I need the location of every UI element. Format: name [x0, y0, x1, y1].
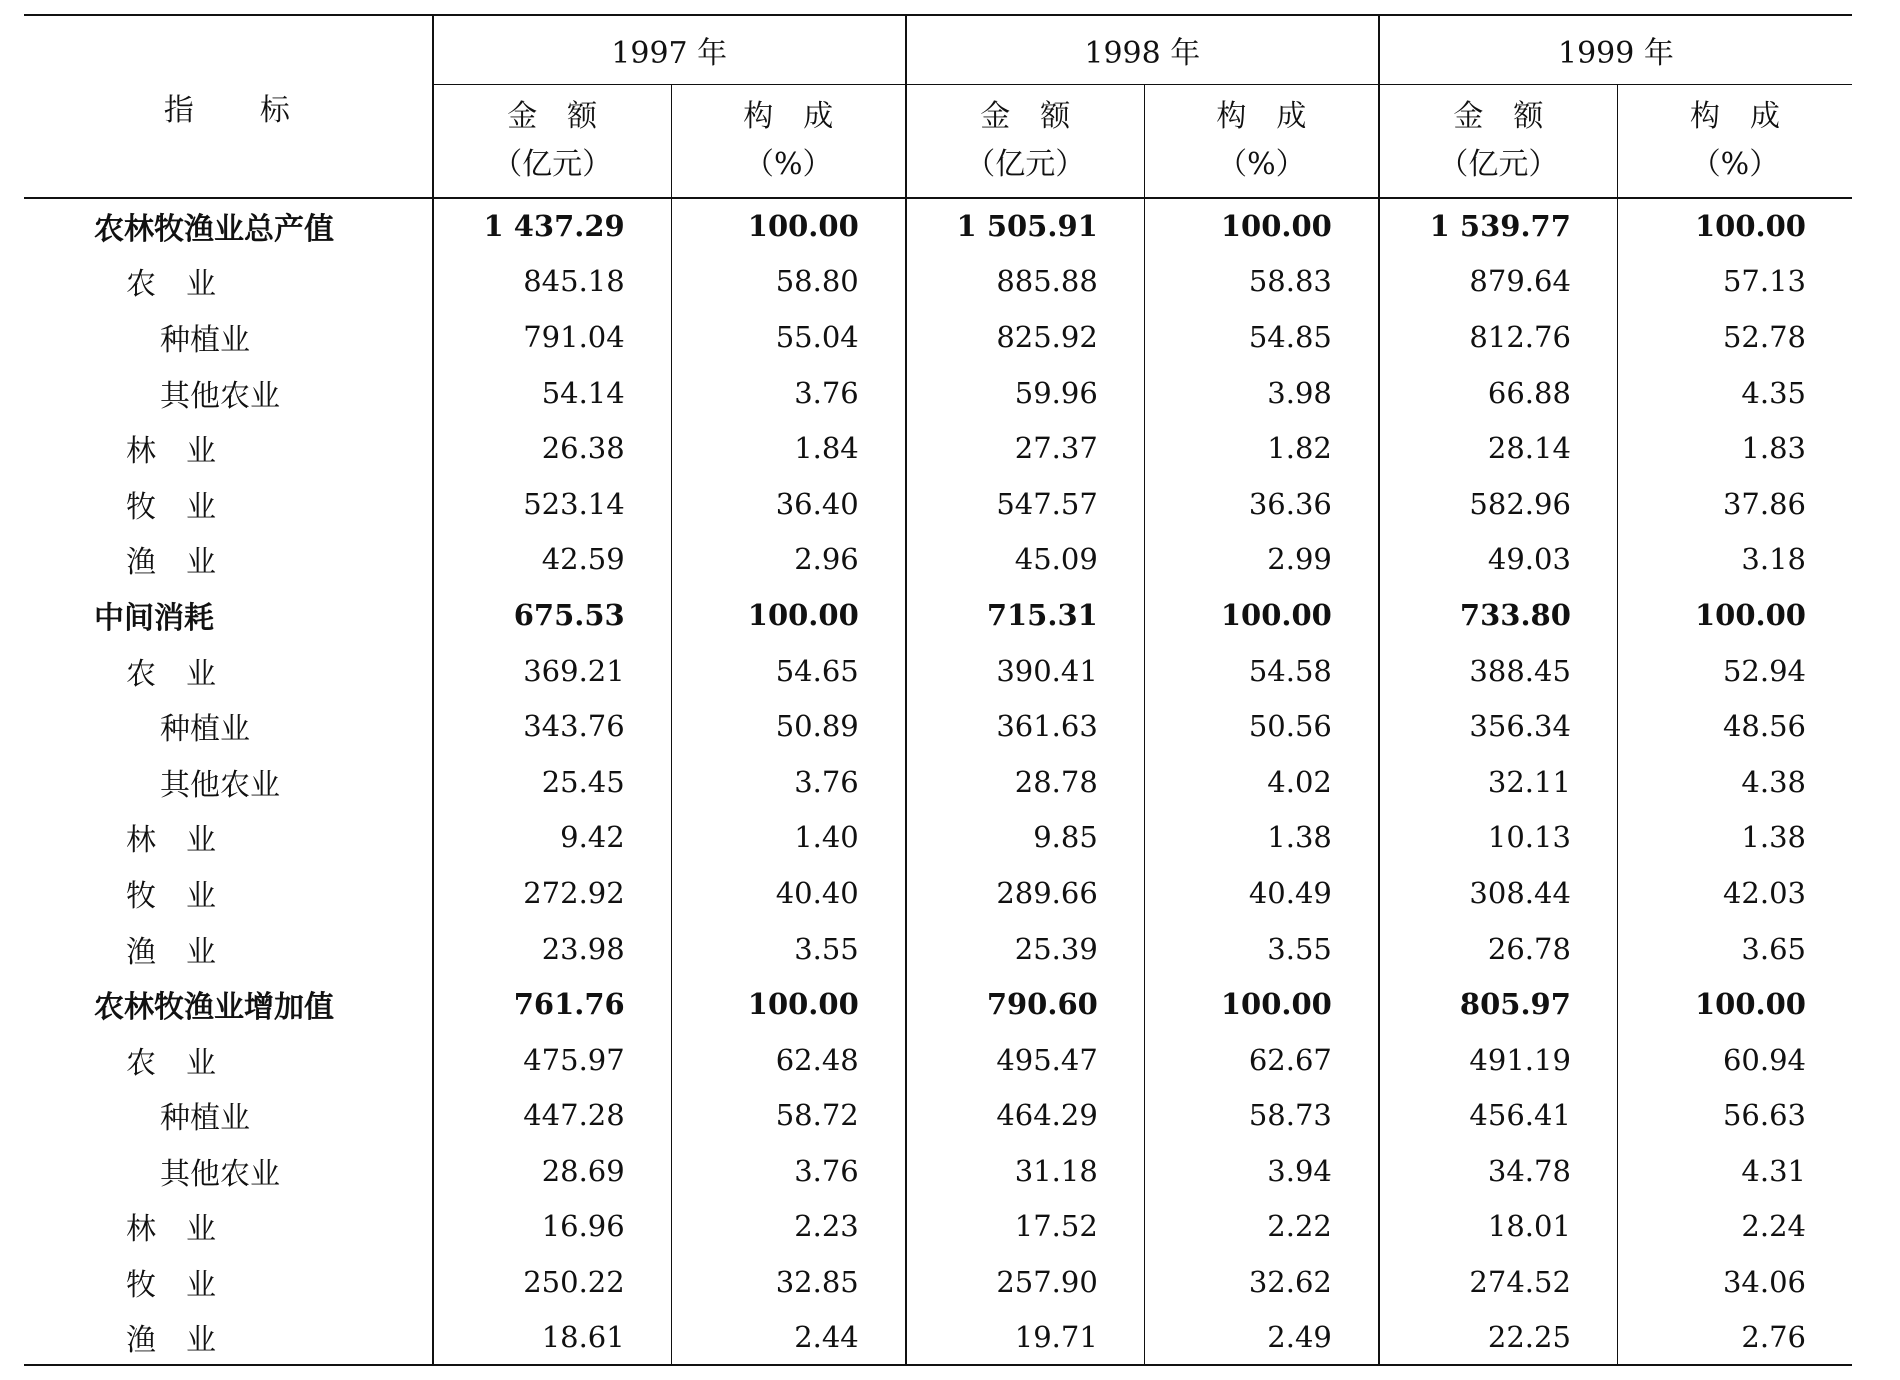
share-label: 构 成 — [1216, 99, 1307, 134]
share-1997-cell: 2.44 — [671, 1310, 906, 1366]
share-1997-cell: 50.89 — [671, 698, 906, 754]
amount-1998-cell: 1 505.91 — [906, 198, 1145, 254]
share-1998-cell: 3.94 — [1144, 1143, 1379, 1199]
amount-1997-cell: 16.96 — [433, 1199, 672, 1255]
amount-1998-cell: 25.39 — [906, 921, 1145, 977]
share-1999-cell: 34.06 — [1617, 1254, 1852, 1310]
share-1998-cell: 1.82 — [1144, 420, 1379, 476]
amount-1997-cell: 523.14 — [433, 476, 672, 532]
share-1999-cell: 48.56 — [1617, 698, 1852, 754]
amount-1999-cell: 456.41 — [1379, 1088, 1618, 1144]
amount-1998-cell: 885.88 — [906, 254, 1145, 310]
table-row — [24, 365, 1852, 421]
share-1998-cell: 2.22 — [1144, 1199, 1379, 1255]
share-1999-cell: 1.83 — [1617, 420, 1852, 476]
amount-header — [1379, 85, 1618, 199]
amount-1998-cell: 361.63 — [906, 698, 1145, 754]
amount-1997-cell: 845.18 — [433, 254, 672, 310]
amount-1998-cell: 390.41 — [906, 643, 1145, 699]
amount-1997-cell: 1 437.29 — [433, 198, 672, 254]
share-1999-cell: 57.13 — [1617, 254, 1852, 310]
table-row — [24, 198, 1852, 254]
amount-1997-cell: 272.92 — [433, 865, 672, 921]
amount-1999-cell: 34.78 — [1379, 1143, 1618, 1199]
data-table — [24, 14, 1852, 1366]
row-label: 其他农业 — [160, 767, 280, 803]
row-label: 农 业 — [126, 1045, 216, 1081]
amount-1997-cell: 18.61 — [433, 1310, 672, 1366]
year-header-1997: 1997 年 — [433, 15, 906, 85]
amount-1998-cell: 9.85 — [906, 810, 1145, 866]
share-1999-cell: 2.76 — [1617, 1310, 1852, 1366]
share-1999-cell: 4.38 — [1617, 754, 1852, 810]
share-1997-cell: 58.80 — [671, 254, 906, 310]
table-row — [24, 420, 1852, 476]
amount-1998-cell: 464.29 — [906, 1088, 1145, 1144]
row-label: 种植业 — [160, 712, 250, 748]
amount-label: 金 额 — [507, 99, 598, 134]
share-1998-cell: 100.00 — [1144, 976, 1379, 1032]
share-1999-cell: 100.00 — [1617, 198, 1852, 254]
row-label: 农林牧渔业总产值 — [94, 212, 334, 248]
amount-1999-cell: 805.97 — [1379, 976, 1618, 1032]
table-row — [24, 1143, 1852, 1199]
share-1998-cell: 100.00 — [1144, 587, 1379, 643]
share-1997-cell: 62.48 — [671, 1032, 906, 1088]
share-1999-cell: 42.03 — [1617, 865, 1852, 921]
amount-1997-cell: 26.38 — [433, 420, 672, 476]
share-1997-cell: 58.72 — [671, 1088, 906, 1144]
indicator-header: 指 标 — [24, 15, 433, 198]
table-row — [24, 1310, 1852, 1366]
amount-1998-cell: 495.47 — [906, 1032, 1145, 1088]
table-row — [24, 254, 1852, 310]
amount-label: 金 额 — [1453, 99, 1544, 134]
amount-1997-cell: 9.42 — [433, 810, 672, 866]
amount-1997-cell: 28.69 — [433, 1143, 672, 1199]
share-1997-cell: 3.76 — [671, 365, 906, 421]
amount-1997-cell: 791.04 — [433, 309, 672, 365]
amount-header — [906, 85, 1145, 199]
amount-1999-cell: 26.78 — [1379, 921, 1618, 977]
amount-1999-cell: 812.76 — [1379, 309, 1618, 365]
share-1998-cell: 50.56 — [1144, 698, 1379, 754]
amount-1998-cell: 28.78 — [906, 754, 1145, 810]
amount-1998-cell: 19.71 — [906, 1310, 1145, 1366]
share-1998-cell: 4.02 — [1144, 754, 1379, 810]
table-row — [24, 309, 1852, 365]
amount-1997-cell: 675.53 — [433, 587, 672, 643]
share-1998-cell: 54.58 — [1144, 643, 1379, 699]
row-label: 牧 业 — [126, 489, 216, 525]
amount-1999-cell: 491.19 — [1379, 1032, 1618, 1088]
table-row — [24, 476, 1852, 532]
table-row — [24, 754, 1852, 810]
amount-1997-cell: 42.59 — [433, 532, 672, 588]
row-label: 渔 业 — [126, 545, 216, 581]
share-label: 构 成 — [743, 99, 834, 134]
share-1998-cell: 62.67 — [1144, 1032, 1379, 1088]
amount-1997-cell: 761.76 — [433, 976, 672, 1032]
amount-1997-cell: 447.28 — [433, 1088, 672, 1144]
share-1997-cell: 100.00 — [671, 976, 906, 1032]
amount-1998-cell: 715.31 — [906, 587, 1145, 643]
share-1999-cell: 1.38 — [1617, 810, 1852, 866]
share-1999-cell: 2.24 — [1617, 1199, 1852, 1255]
amount-1999-cell: 49.03 — [1379, 532, 1618, 588]
share-1998-cell: 32.62 — [1144, 1254, 1379, 1310]
table-header — [24, 15, 1852, 198]
table-row — [24, 810, 1852, 866]
row-label: 中间消耗 — [94, 600, 214, 636]
amount-1998-cell: 59.96 — [906, 365, 1145, 421]
amount-1999-cell: 356.34 — [1379, 698, 1618, 754]
amount-1997-cell: 54.14 — [433, 365, 672, 421]
amount-unit: （亿元） — [492, 147, 613, 182]
amount-1998-cell: 825.92 — [906, 309, 1145, 365]
share-1999-cell: 37.86 — [1617, 476, 1852, 532]
share-1997-cell: 100.00 — [671, 198, 906, 254]
amount-1999-cell: 274.52 — [1379, 1254, 1618, 1310]
amount-1997-cell: 369.21 — [433, 643, 672, 699]
amount-label: 金 额 — [980, 99, 1071, 134]
share-1998-cell: 100.00 — [1144, 198, 1379, 254]
row-label: 种植业 — [160, 1101, 250, 1137]
amount-1998-cell: 27.37 — [906, 420, 1145, 476]
share-1997-cell: 54.65 — [671, 643, 906, 699]
table-row — [24, 1032, 1852, 1088]
row-label: 林 业 — [126, 1212, 216, 1248]
amount-1997-cell: 343.76 — [433, 698, 672, 754]
amount-1999-cell: 1 539.77 — [1379, 198, 1618, 254]
table-row — [24, 1199, 1852, 1255]
amount-1997-cell: 23.98 — [433, 921, 672, 977]
amount-1999-cell: 733.80 — [1379, 587, 1618, 643]
table-body — [24, 198, 1852, 1365]
share-1997-cell: 1.40 — [671, 810, 906, 866]
share-1999-cell: 3.18 — [1617, 532, 1852, 588]
amount-1999-cell: 66.88 — [1379, 365, 1618, 421]
share-header — [1144, 85, 1379, 199]
share-1999-cell: 4.35 — [1617, 365, 1852, 421]
amount-1998-cell: 45.09 — [906, 532, 1145, 588]
amount-1997-cell: 475.97 — [433, 1032, 672, 1088]
amount-1997-cell: 25.45 — [433, 754, 672, 810]
amount-1998-cell: 547.57 — [906, 476, 1145, 532]
share-1997-cell: 2.23 — [671, 1199, 906, 1255]
share-1999-cell: 3.65 — [1617, 921, 1852, 977]
amount-1999-cell: 32.11 — [1379, 754, 1618, 810]
year-header-1998: 1998 年 — [906, 15, 1379, 85]
share-1997-cell: 1.84 — [671, 420, 906, 476]
share-unit: （%） — [1690, 147, 1780, 182]
table-row — [24, 1254, 1852, 1310]
share-1997-cell: 3.76 — [671, 754, 906, 810]
share-header — [1617, 85, 1852, 199]
table-row — [24, 532, 1852, 588]
share-1998-cell: 40.49 — [1144, 865, 1379, 921]
row-label: 种植业 — [160, 322, 250, 358]
share-1997-cell: 32.85 — [671, 1254, 906, 1310]
row-label: 牧 业 — [126, 878, 216, 914]
amount-1999-cell: 308.44 — [1379, 865, 1618, 921]
share-unit: （%） — [1217, 147, 1306, 182]
share-1998-cell: 58.83 — [1144, 254, 1379, 310]
share-1997-cell: 36.40 — [671, 476, 906, 532]
amount-1998-cell: 17.52 — [906, 1199, 1145, 1255]
share-1999-cell: 4.31 — [1617, 1143, 1852, 1199]
amount-1999-cell: 28.14 — [1379, 420, 1618, 476]
share-1999-cell: 52.78 — [1617, 309, 1852, 365]
amount-1999-cell: 22.25 — [1379, 1310, 1618, 1366]
amount-1998-cell: 257.90 — [906, 1254, 1145, 1310]
table-row — [24, 865, 1852, 921]
amount-header — [433, 85, 672, 199]
amount-1999-cell: 18.01 — [1379, 1199, 1618, 1255]
amount-1998-cell: 31.18 — [906, 1143, 1145, 1199]
share-1997-cell: 3.55 — [671, 921, 906, 977]
share-header — [671, 85, 906, 199]
table-row — [24, 698, 1852, 754]
share-1999-cell: 60.94 — [1617, 1032, 1852, 1088]
table-row — [24, 643, 1852, 699]
year-header-1999: 1999 年 — [1379, 15, 1852, 85]
table-row — [24, 976, 1852, 1032]
share-1998-cell: 54.85 — [1144, 309, 1379, 365]
table-row — [24, 587, 1852, 643]
share-1998-cell: 3.55 — [1144, 921, 1379, 977]
amount-1999-cell: 879.64 — [1379, 254, 1618, 310]
row-label: 渔 业 — [24, 1310, 433, 1366]
row-label: 农 业 — [126, 656, 216, 692]
amount-1999-cell: 582.96 — [1379, 476, 1618, 532]
row-label: 林 业 — [126, 434, 216, 470]
share-1998-cell: 1.38 — [1144, 810, 1379, 866]
share-1998-cell: 58.73 — [1144, 1088, 1379, 1144]
row-label: 林 业 — [126, 823, 216, 859]
row-label: 渔 业 — [126, 934, 216, 970]
share-1997-cell: 2.96 — [671, 532, 906, 588]
amount-1999-cell: 10.13 — [1379, 810, 1618, 866]
amount-1999-cell: 388.45 — [1379, 643, 1618, 699]
share-unit: （%） — [743, 147, 833, 182]
share-1999-cell: 56.63 — [1617, 1088, 1852, 1144]
share-label: 构 成 — [1689, 99, 1780, 134]
share-1998-cell: 2.49 — [1144, 1310, 1379, 1366]
share-1997-cell: 3.76 — [671, 1143, 906, 1199]
row-label: 其他农业 — [160, 378, 280, 414]
row-label: 农林牧渔业增加值 — [94, 990, 334, 1026]
row-label: 其他农业 — [160, 1156, 280, 1192]
amount-1997-cell: 250.22 — [433, 1254, 672, 1310]
row-label: 农 业 — [126, 267, 216, 303]
share-1997-cell: 40.40 — [671, 865, 906, 921]
table-row — [24, 1088, 1852, 1144]
share-1998-cell: 36.36 — [1144, 476, 1379, 532]
amount-unit: （亿元） — [1438, 147, 1559, 182]
amount-unit: （亿元） — [965, 147, 1086, 182]
share-1999-cell: 52.94 — [1617, 643, 1852, 699]
share-1999-cell: 100.00 — [1617, 976, 1852, 1032]
share-1999-cell: 100.00 — [1617, 587, 1852, 643]
amount-1998-cell: 790.60 — [906, 976, 1145, 1032]
share-1997-cell: 100.00 — [671, 587, 906, 643]
table-row — [24, 921, 1852, 977]
share-1997-cell: 55.04 — [671, 309, 906, 365]
row-label: 牧 业 — [126, 1268, 216, 1304]
share-1998-cell: 3.98 — [1144, 365, 1379, 421]
amount-1998-cell: 289.66 — [906, 865, 1145, 921]
share-1998-cell: 2.99 — [1144, 532, 1379, 588]
